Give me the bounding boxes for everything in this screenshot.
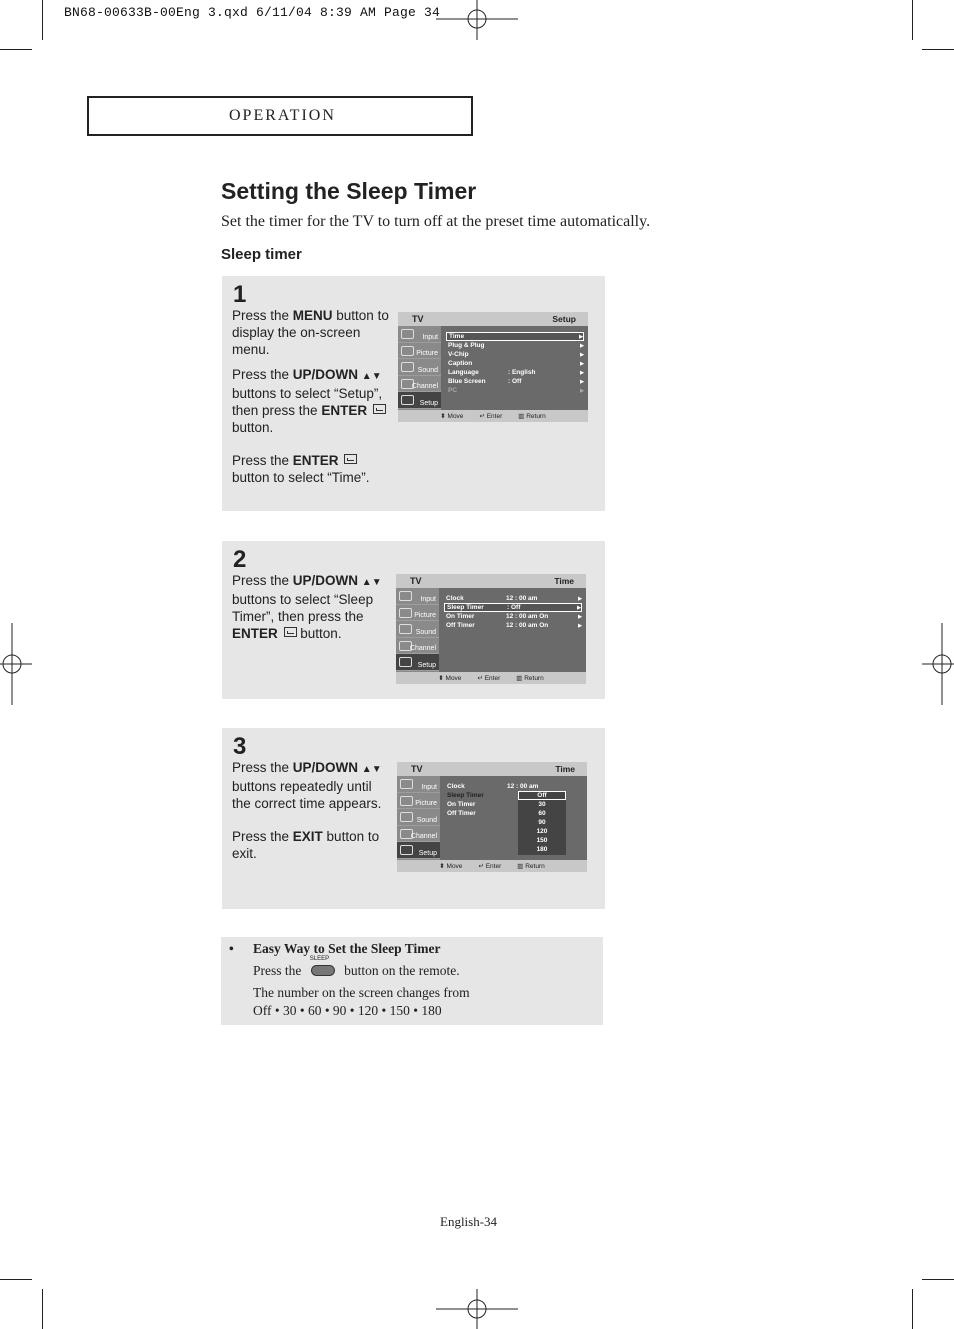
- crop-mark: [922, 49, 954, 50]
- osd-sidebar: [397, 776, 440, 860]
- osd-row-off-timer: Off Timer 12 : 00 am On ▶: [446, 622, 582, 629]
- osd-row-clock: Clock 12 : 00 am: [447, 783, 539, 790]
- tv-osd-time: [396, 574, 586, 684]
- crop-mark: [922, 1279, 954, 1280]
- page-title: Setting the Sleep Timer: [221, 178, 477, 204]
- tip-line-1: Press the SLEEP button on the remote.: [253, 956, 460, 978]
- registration-mark-right: [922, 623, 954, 705]
- section-label: OPERATION: [229, 107, 336, 124]
- osd-row-sleep-timer: Sleep Timer : Off ▶: [444, 603, 582, 612]
- crop-mark: [0, 1279, 32, 1280]
- osd-menu-name: Setup: [552, 314, 576, 324]
- osd-menu-list: [439, 588, 586, 672]
- registration-mark-bottom: [436, 1289, 518, 1329]
- enter-icon: [284, 627, 297, 637]
- osd-side-channel: Channel: [396, 638, 439, 655]
- osd-side-sound: Sound: [397, 809, 440, 826]
- option-90: 90: [538, 819, 546, 826]
- setup-icon: [400, 845, 413, 855]
- crop-mark: [42, 0, 43, 40]
- tip-line-3: Off • 30 • 60 • 90 • 120 • 150 • 180: [253, 1003, 442, 1018]
- osd-move: ⬍ Move: [438, 675, 462, 682]
- osd-side-channel: Channel: [397, 826, 440, 843]
- osd-sidebar: [396, 588, 439, 672]
- osd-return: ▥ Return: [517, 863, 545, 870]
- osd-side-sound: Sound: [398, 359, 441, 376]
- sound-icon: [400, 812, 413, 822]
- osd-tv-label: TV: [411, 764, 423, 774]
- osd-footer: [398, 410, 588, 422]
- osd-row-bluescreen: Blue Screen : Off ▶: [448, 378, 584, 385]
- step-instructions: Press the UP/DOWN ▲▼ buttons repeatedly until the correct time appears. Press the EXIT button to exit.: [232, 760, 382, 861]
- option-30: 30: [538, 801, 546, 808]
- crop-mark: [0, 49, 32, 50]
- osd-row-pc: PC ▶: [448, 387, 584, 394]
- crop-mark: [912, 0, 913, 40]
- sub-heading: Sleep timer: [221, 246, 302, 263]
- step-number: 3: [233, 733, 247, 760]
- osd-row-caption: Caption ▶: [448, 360, 584, 367]
- option-150: 150: [536, 837, 548, 844]
- osd-menu-name: Time: [554, 576, 574, 586]
- osd-row-on-timer: On Timer 12 : 00 am On ▶: [446, 613, 582, 620]
- registration-mark-top: [436, 0, 518, 40]
- osd-side-channel: Channel: [398, 376, 441, 393]
- osd-row-on-timer: On Timer: [447, 801, 476, 808]
- osd-footer: [396, 672, 586, 684]
- sound-icon: [399, 624, 412, 634]
- osd-move: ⬍ Move: [440, 413, 464, 420]
- osd-row-sleep-timer: Sleep Timer: [447, 792, 484, 799]
- osd-row-plug: Plug & Plug ▶: [448, 342, 584, 349]
- tip-title: Easy Way to Set the Sleep Timer: [253, 941, 441, 956]
- tip-box: [221, 937, 603, 1025]
- osd-side-picture: Picture: [396, 605, 439, 622]
- option-180: 180: [536, 846, 548, 853]
- step-number: 1: [233, 281, 247, 308]
- osd-row-language: Language : English ▶: [448, 369, 584, 376]
- osd-sleep-options: [518, 791, 566, 855]
- step-2: [222, 541, 605, 699]
- option-60: 60: [538, 810, 546, 817]
- osd-row-time: Time ▶: [446, 332, 584, 341]
- step-instructions: Press the MENU button to display the on-screen menu. Press the UP/DOWN ▲▼ buttons to select “Setup”, then press the ENTER button. Press the ENTER button to select “Time”.: [232, 308, 389, 485]
- osd-side-input: Input: [396, 588, 439, 605]
- osd-side-setup: Setup: [396, 654, 439, 671]
- tip-line-2: The number on the screen changes from: [253, 985, 470, 1000]
- osd-enter: ↵ Enter: [479, 413, 503, 420]
- osd-return: ▥ Return: [516, 675, 544, 682]
- osd-row-vchip: V-Chip ▶: [448, 351, 584, 358]
- osd-sidebar: [398, 326, 441, 410]
- osd-row-clock: Clock 12 : 00 am ▶: [446, 595, 582, 602]
- crop-mark: [912, 1289, 913, 1329]
- picture-icon: [399, 608, 412, 618]
- tv-osd-sleep: [397, 762, 587, 872]
- option-120: 120: [536, 828, 548, 835]
- osd-move: ⬍ Move: [439, 863, 463, 870]
- step-1: [222, 276, 605, 511]
- enter-icon: [373, 404, 386, 414]
- step-number: 2: [233, 546, 247, 573]
- enter-icon: [344, 454, 357, 464]
- print-header: BN68-00633B-00Eng 3.qxd 6/11/04 8:39 AM Page 34: [64, 5, 441, 20]
- osd-side-sound: Sound: [396, 621, 439, 638]
- osd-side-setup: Setup: [397, 842, 440, 859]
- osd-tv-label: TV: [410, 576, 422, 586]
- osd-side-picture: Picture: [398, 343, 441, 360]
- registration-mark-left: [0, 623, 32, 705]
- step-3: [222, 728, 605, 909]
- sleep-button-icon: [309, 956, 335, 976]
- input-icon: [401, 329, 414, 339]
- input-icon: [400, 779, 413, 789]
- osd-menu-list: [441, 326, 588, 410]
- step-instructions: Press the UP/DOWN ▲▼ buttons to select “Sleep Timer”, then press the ENTER button.: [232, 573, 382, 641]
- osd-return: ▥ Return: [518, 413, 546, 420]
- section-tab: [87, 96, 473, 136]
- input-icon: [399, 591, 412, 601]
- osd-footer: [397, 860, 587, 872]
- osd-enter: ↵ Enter: [477, 675, 501, 682]
- osd-menu-list: [440, 776, 587, 860]
- page-subtitle: Set the timer for the TV to turn off at the preset time automatically.: [221, 213, 651, 230]
- osd-side-picture: Picture: [397, 793, 440, 810]
- tip-bullet: •: [229, 941, 234, 956]
- osd-side-setup: Setup: [398, 392, 441, 409]
- page-footer: English-34: [440, 1214, 498, 1229]
- osd-side-input: Input: [397, 776, 440, 793]
- picture-icon: [401, 346, 414, 356]
- osd-side-input: Input: [398, 326, 441, 343]
- osd-enter: ↵ Enter: [478, 863, 502, 870]
- setup-icon: [399, 657, 412, 667]
- sleep-button-label: SLEEP: [309, 956, 330, 962]
- setup-icon: [401, 395, 414, 405]
- picture-icon: [400, 796, 413, 806]
- osd-row-off-timer: Off Timer: [447, 810, 476, 817]
- crop-mark: [42, 1289, 43, 1329]
- option-off: Off: [518, 791, 566, 800]
- tv-osd-setup: [398, 312, 588, 422]
- osd-tv-label: TV: [412, 314, 424, 324]
- sound-icon: [401, 362, 414, 372]
- osd-menu-name: Time: [555, 764, 575, 774]
